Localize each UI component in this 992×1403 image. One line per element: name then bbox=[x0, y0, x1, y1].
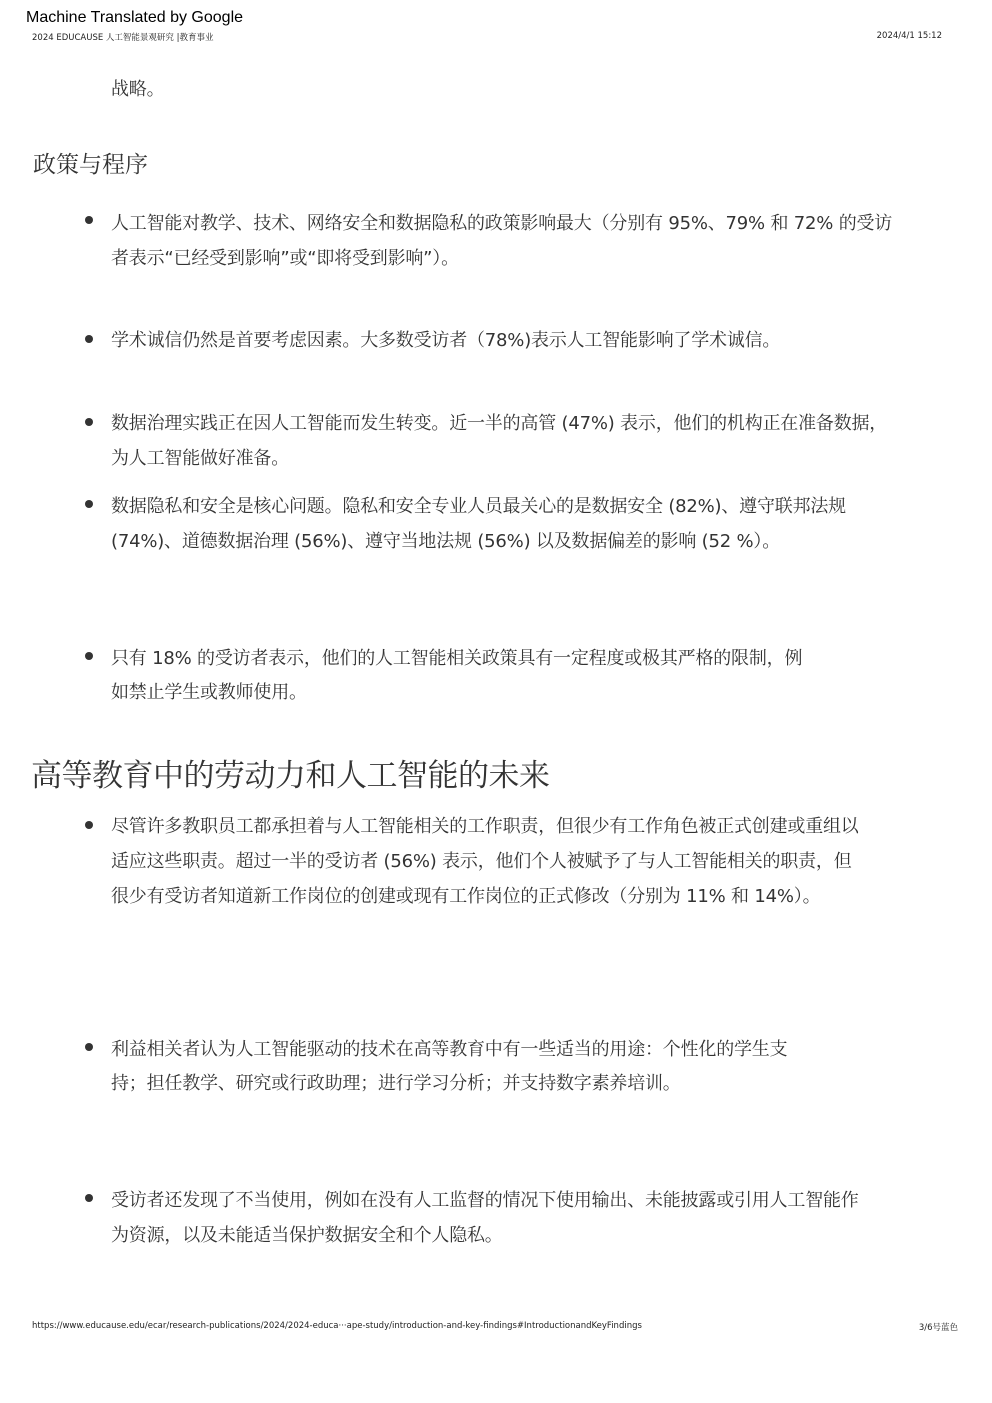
bullet-dot bbox=[85, 821, 93, 829]
list-item-line: 适应这些职责。超过一半的受访者 (56%) 表示，他们个人被赋予了与人工智能相关的职责，但 bbox=[111, 851, 852, 872]
list-item-line: 人工智能对教学、技术、网络安全和数据隐私的政策影响最大（分别有 95%、79% 和 72% 的受访 bbox=[111, 213, 893, 234]
bullet-dot bbox=[85, 418, 93, 426]
carryover-text: 战略。 bbox=[111, 79, 165, 100]
list-item-line: (74%)、道德数据治理 (56%)、遵守当地法规 (56%) 以及数据偏差的影响 (52 %）。 bbox=[111, 531, 780, 552]
bullet-dot bbox=[85, 500, 93, 508]
list-item-line: 者表示“已经受到影响”或“即将受到影响”）。 bbox=[111, 248, 459, 269]
list-item-line: 持；担任教学、研究或行政助理；进行学习分析；并支持数字素养培训。 bbox=[111, 1073, 681, 1094]
list-item-line: 尽管许多教职员工都承担着与人工智能相关的工作职责，但很少有工作角色被正式创建或重组以 bbox=[111, 816, 859, 837]
footer-url: https://www.educause.edu/ecar/research-publications/2024/2024-educa···ape-study/introduction-and-key-findings#IntroductionandKeyFindings bbox=[32, 1321, 642, 1331]
list-item-line: 为人工智能做好准备。 bbox=[111, 448, 289, 469]
machine-translation-banner: Machine Translated by Google bbox=[26, 9, 244, 26]
section-heading-policy: 政策与程序 bbox=[33, 152, 148, 178]
section-heading-workforce: 高等教育中的劳动力和人工智能的未来 bbox=[31, 758, 550, 794]
bullet-dot bbox=[85, 335, 93, 343]
list-item-line: 如禁止学生或教师使用。 bbox=[111, 682, 307, 703]
list-item-line: 为资源，以及未能适当保护数据安全和个人隐私。 bbox=[111, 1225, 503, 1246]
bullet-dot bbox=[85, 652, 93, 660]
page-header-title: 2024 EDUCAUSE 人工智能景观研究 |教育事业 bbox=[32, 33, 214, 43]
list-item-line: 数据隐私和安全是核心问题。隐私和安全专业人员最关心的是数据安全 (82%)、遵守联邦法规 bbox=[111, 496, 846, 517]
page-header-timestamp: 2024/4/1 15:12 bbox=[876, 31, 942, 41]
list-item-line: 很少有受访者知道新工作岗位的创建或现有工作岗位的正式修改（分别为 11% 和 14%）。 bbox=[111, 886, 821, 907]
bullet-dot bbox=[85, 216, 93, 224]
list-item-line: 只有 18% 的受访者表示，他们的人工智能相关政策具有一定程度或极其严格的限制，例 bbox=[111, 648, 803, 669]
bullet-dot bbox=[85, 1043, 93, 1051]
footer-page-number: 3/6号蓝色 bbox=[918, 1323, 958, 1333]
list-item-line: 利益相关者认为人工智能驱动的技术在高等教育中有一些适当的用途：个性化的学生支 bbox=[111, 1039, 788, 1060]
list-item-line: 数据治理实践正在因人工智能而发生转变。近一半的高管 (47%) 表示，他们的机构正在准备数据， bbox=[111, 413, 888, 434]
bullet-dot bbox=[85, 1194, 93, 1202]
list-item-line: 学术诚信仍然是首要考虑因素。大多数受访者（78%)表示人工智能影响了学术诚信。 bbox=[111, 330, 781, 351]
list-item-line: 受访者还发现了不当使用，例如在没有人工监督的情况下使用输出、未能披露或引用人工智能作 bbox=[111, 1190, 859, 1211]
